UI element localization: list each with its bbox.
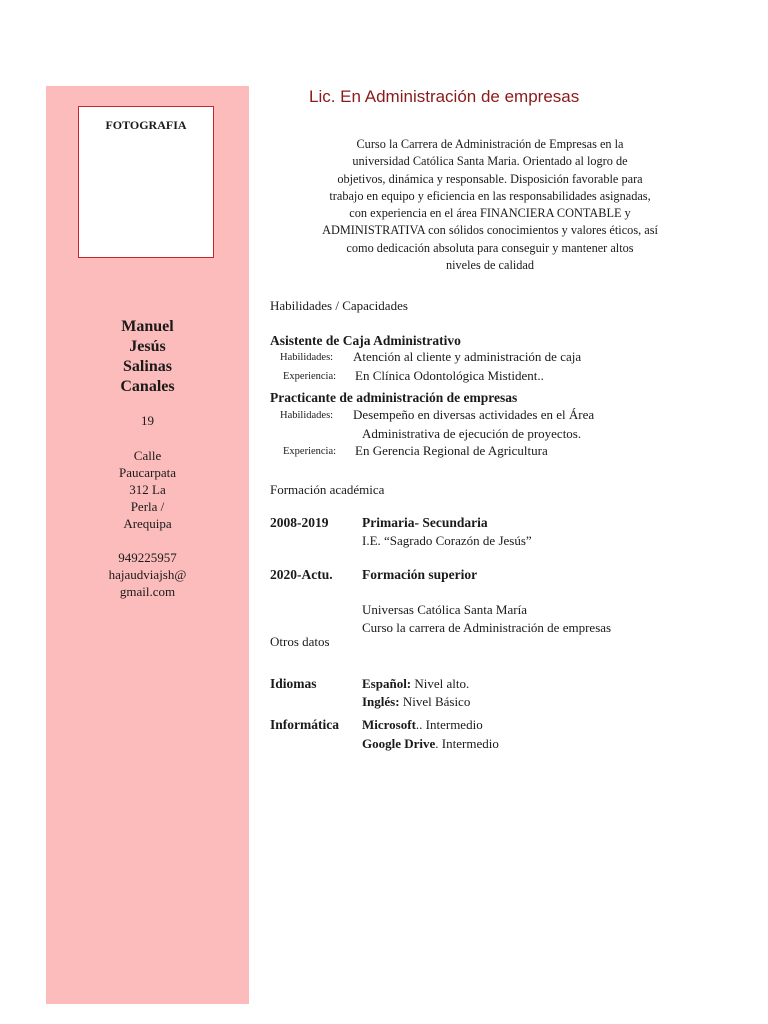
name-line: Jesús	[129, 338, 166, 355]
experience-label: Experiencia:	[283, 446, 337, 457]
name-line: Salinas	[123, 358, 172, 375]
address-line: Perla /	[130, 499, 165, 514]
name-line: Manuel	[121, 318, 174, 335]
education-level: Primaria- Secundaria	[362, 515, 488, 530]
summary-paragraph	[268, 136, 712, 274]
education-period: 2008-2019	[270, 515, 329, 530]
summary-line: trabajo en equipo y eficiencia en las responsabilidades asignadas,	[329, 188, 651, 203]
summary-line: ADMINISTRATIVA con sólidos conocimientos y valores éticos, así	[322, 223, 658, 238]
summary-line: niveles de calidad	[445, 258, 535, 273]
computing-name: Microsoft	[362, 717, 416, 732]
address	[46, 447, 249, 532]
address-line: Calle	[133, 448, 162, 463]
summary-line: con experiencia en el área FINANCIERA CONTABLE y	[349, 206, 631, 221]
age: 19	[141, 413, 154, 428]
language-level: Nivel alto.	[414, 676, 470, 691]
computing-level: .. Intermedio	[415, 717, 483, 732]
skills-section-title: Habilidades / Capacidades	[270, 298, 408, 313]
photo-placeholder	[78, 106, 214, 258]
photo-label: FOTOGRAFIA	[105, 118, 187, 132]
skills-text: Desempeño en diversas actividades en el Área	[353, 407, 595, 422]
experience-text: En Clínica Odontológica Mistident..	[355, 368, 544, 383]
summary-line: universidad Católica Santa Maria. Orientado al logro de	[352, 154, 628, 169]
language-item	[362, 694, 470, 710]
education-section-title: Formación académica	[270, 482, 385, 497]
email-line: hajaudviajsh@	[108, 567, 187, 582]
education-detail: Curso la carrera de Administración de empresas	[362, 620, 612, 635]
address-line: Paucarpata	[118, 465, 177, 480]
candidate-name	[46, 317, 249, 397]
skills-label: Habilidades:	[280, 352, 334, 363]
education-detail: I.E. “Sagrado Corazón de Jesús”	[362, 533, 532, 548]
other-section-title: Otros datos	[270, 634, 330, 649]
education-period: 2020-Actu.	[270, 567, 333, 582]
email	[46, 566, 249, 600]
languages-label: Idiomas	[270, 676, 317, 691]
summary-line: como dedicación absoluta para conseguir y mantener altos	[346, 240, 634, 255]
address-line: Arequipa	[123, 516, 172, 531]
experience-label: Experiencia:	[283, 371, 337, 382]
skills-text: Administrativa de ejecución de proyectos.	[362, 426, 582, 441]
summary-line: Curso la Carrera de Administración de Empresas en la	[356, 137, 624, 151]
language-item	[362, 676, 469, 692]
skills-label: Habilidades:	[280, 410, 334, 421]
address-line: 312 La	[129, 482, 166, 497]
language-level: Nivel Básico	[402, 694, 471, 709]
sidebar	[46, 86, 249, 1004]
language-name: Inglés:	[362, 694, 400, 709]
skills-text: Atención al cliente y administración de caja	[353, 349, 582, 364]
computing-name: Google Drive	[362, 736, 436, 751]
phone: 949225957	[118, 550, 177, 565]
email-line: gmail.com	[119, 584, 176, 599]
education-level: Formación superior	[362, 567, 478, 582]
name-line: Canales	[120, 378, 175, 395]
language-name: Español:	[362, 676, 412, 691]
computing-level: . Intermedio	[435, 736, 499, 751]
education-detail: Universas Católica Santa María	[362, 602, 527, 617]
computing-item	[362, 717, 483, 733]
job-title: Asistente de Caja Administrativo	[270, 333, 461, 348]
summary-line: objetivos, dinámica y responsable. Disposición favorable para	[337, 171, 643, 186]
experience-text: En Gerencia Regional de Agricultura	[355, 443, 548, 458]
job-title: Practicante de administración de empresas	[270, 390, 518, 405]
computing-label: Informática	[270, 717, 339, 732]
computing-item	[362, 736, 499, 752]
page-title: Lic. En Administración de empresas	[309, 87, 580, 106]
